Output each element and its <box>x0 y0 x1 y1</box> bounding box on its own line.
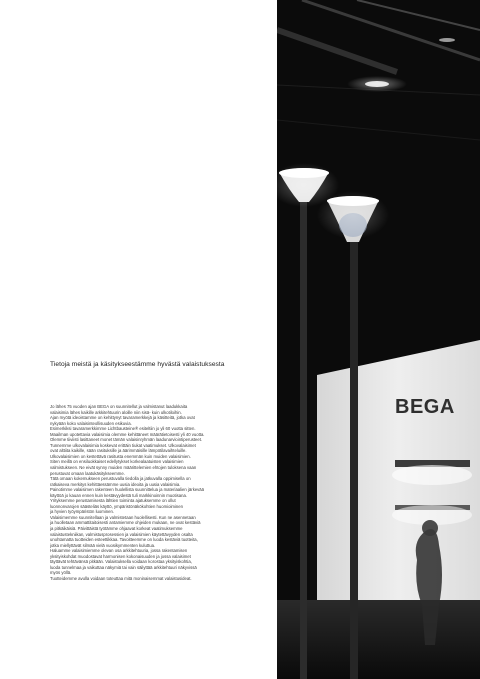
body-line: valaistustekniikan, valmistusprosessien ja valaisimien käytettävyyden osalta <box>50 531 193 537</box>
body-line: unohtamatta tuotteiden esteettikkaa. Tavoitteemme on luoda kestäviä tuotteita, <box>50 537 198 543</box>
body-line: Tuotteidemme avulla voidaan toteuttaa mitä moninaisemmat valaistusideat. <box>50 575 192 581</box>
body-line: Painotimme valaisimen rakenteen huolellista suunnittelua ja materiaalien järkevää <box>50 487 205 493</box>
body-line: yksityiskohdat muodostavat harmonisen kokonaisuuden ja jossa valaisimet <box>50 553 191 559</box>
body-line: jotka miellyttävät silmää vielä vuosikymmenten kuluttua. <box>50 542 156 548</box>
bega-logo: BEGA <box>395 396 455 418</box>
body-line: Maailman upotettavia valaisimia olemme kehittäneet määrätietoisesti yli 40 vuotta. <box>50 431 205 437</box>
body-line: Ajan myötä ideoistamme on kehittynyt tavaramerkkejä ja käsitteitä, jotka ovat <box>50 415 195 421</box>
body-line: täyttävät tehtävänsä pitkään. Valaistuksella voidaan korostaa yksityiskohtia, <box>50 559 192 565</box>
body-line: valmistukseen. Ne eivät synny muiden määrittelemien ehtojen tuloksena vaan <box>50 465 197 471</box>
body-line: ja huolletaan ammattitaitoisesti antamiemme ohjeiden mukaan, ne ovat kestäviä <box>50 520 201 526</box>
body-line: valaisimia lähes kaikille arkkitehtuurin aloille niin sisä- kuin ulkotiloihin. <box>50 409 182 415</box>
body-line: käyttöä jo kauan ennen kuin kestävyydestä tuli markkinoinnin muotisana. <box>50 492 188 498</box>
body-line: ja hyvien työympäristön luominen. <box>50 509 115 515</box>
body-line: luoda tunnelmaa ja vaikuttaa näkymiä tai vain säilyttää arkkitehtuuri näkyvissä <box>50 564 197 570</box>
body-line: ovat alttiita kaikille, sään rasituksille ja äärimmäisille lämpötilavaihteluille. <box>50 448 187 454</box>
body-line: Ulkovalaisimien on kestettävä rasitusta enemmän kuin muiden valaisimien. <box>50 453 191 459</box>
body-line: Esimerkiksi tavaramerkkimme Lichtbausteine® esiteltiin jo yli 60 vuotta sitten. <box>50 426 196 432</box>
body-line: nykyään koko valaisinteollisuuden esikuvia. <box>50 420 132 426</box>
body-text <box>50 404 270 582</box>
body-line: perustuvat omaan laatukäsitykseemme. <box>50 470 125 476</box>
body-line: Valaisimemme suunnitellaan ja valmistetaan huolellisesti. Kun ne asennetaan <box>50 514 196 520</box>
body-line: Tätä omaan kokemukseen perustuvalla tiedolla ja jatkuvalla oppimisella on <box>50 476 191 482</box>
body-line: Yrityksemme perustamisesta lähtien toiminta ajatuksemme on ollut <box>50 498 176 504</box>
body-line: Siten meillä on ensiluokkaiset edellytykset korkealaatuisten valaisimien <box>50 459 184 465</box>
page-heading: Tietoja meistä ja käsitykseestämme hyvästä valaistuksesta <box>50 361 225 368</box>
showroom-photo <box>277 0 480 679</box>
showroom-scene <box>277 0 480 679</box>
body-line: ratkaiseva merkitys kehittäessämme uusia ideoita ja uusia valaisimia. <box>50 481 181 487</box>
body-line: Haluamme valaisimiemme olevan osa arkkitehtuuria, jossa rakentamisen <box>50 548 188 554</box>
body-line: Tunnemme ulkovalaisimia koskevat erittäin tiukat vaatimukset. Ulkovalaisimet <box>50 442 196 448</box>
body-line: Jo lähes 75 vuoden ajan BEGA on suunnitellut ja valmistanut laadukkaita <box>50 404 188 409</box>
body-line: luonnonvarojen säästeliäs käyttö, ympäristönäkökohtien huomioiminen <box>50 503 184 509</box>
body-line: ja pitkäikäisiä. Päivittäistä työtämme ohjaavat korkeat vaatimuksemme <box>50 526 183 532</box>
body-line: Olemme tiiviisti lasittaneet monet tämän valaisinryhmän laadunarviointiperusteet. <box>50 437 203 443</box>
body-line: myös yöllä. <box>50 570 72 576</box>
